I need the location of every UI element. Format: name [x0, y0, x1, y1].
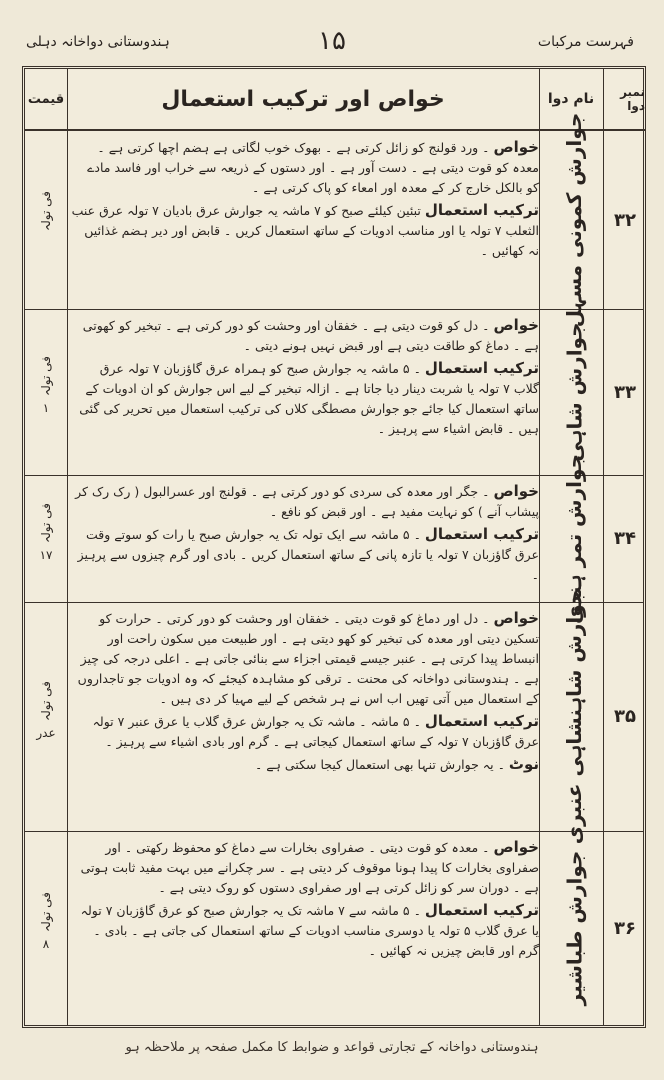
medicine-number: ۳۴: [614, 528, 636, 549]
tarkeeb-text: تبئین کیلئے صبح کو ۷ ماشہ یہ جوارش عرق بادیان ۷ تولہ عرق عنب الثعلب ۷ تولہ یا اور مناسب ادویات کے ساتھ استعمال کریں ۔ قابض اور دیر ہضم غذائیں نہ کھائیں ۔: [71, 203, 539, 258]
medicine-description: [71, 137, 539, 305]
price-value: عدر: [36, 725, 56, 740]
tarkeeb-label: ترکیب استعمال: [424, 359, 539, 377]
tarkeeb-label: ترکیب استعمال: [424, 712, 539, 730]
medicine-name: جوارش طباشیر: [562, 850, 587, 1006]
medicine-description: [71, 481, 539, 598]
price-cell: [25, 831, 67, 1025]
medicine-number: ۳۶: [614, 917, 636, 939]
medicine-number: ۳۵: [614, 706, 636, 727]
medicine-number: ۳۲: [614, 209, 636, 231]
khawas-label: خواص: [493, 316, 539, 334]
tarkeeb-label: ترکیب استعمال: [424, 525, 539, 543]
medicine-name-cell: [543, 831, 605, 1025]
header-publisher: ہندوستانی دواخانہ دہلی: [26, 34, 170, 50]
page-number: ۱۵: [318, 26, 346, 56]
column-header-properties: خواص اور ترکیب استعمال: [67, 69, 539, 131]
khawas-text: ۔ ورد قولنج کو زائل کرتی ہے ۔ بھوک خوب لگاتی ہے ہضم اچھا کرتی ہے ۔ معدہ کو قوت دیتی ہے ۔ دست آور ہے ۔ اور دستوں کے ذریعہ سے خراب اور فاسد مادے کو بالکل خارج کر کے معدہ اور امعاء کو پاک کرتی ہے ۔: [87, 140, 539, 195]
khawas-label: خواص: [493, 609, 539, 627]
tarkeeb-text: ۔ ۵ ماشہ سے ۷ ماشہ تک یہ جوارش صبح کو عرق گاؤزبان ۷ تولہ یا عرق گلاب ۵ تولہ یا دوسری مناسب ادویات کے ساتھ استعمال کی جاتی ہے ۔ بادی ۔ گرم اور قابض چیزیں نہ کھائیں ۔: [80, 903, 539, 958]
medicine-name-cell: [543, 589, 605, 844]
medicine-description: [71, 608, 539, 827]
price-value: ۱: [42, 401, 50, 415]
medicine-name-cell: [543, 453, 605, 624]
header-section-title: فہرست مرکبات: [537, 34, 634, 50]
medicine-description: [71, 315, 539, 471]
price-value: ۱۷: [39, 547, 53, 562]
khawas-text: ۔ دل اور دماغ کو قوت دیتی ۔ خفقان اور وحشت کو دور کرتی ۔ حرارت کو تسکین دیتی اور معدہ کی تبخیر کو کھو دیتی ہے ۔ اور طبیعت میں سکون راحت اور انبساط پیدا کرتی ہے ۔ عنبر جیسے قیمتی اجزاء سے بنائی جاتی ہے ۔ اعلی درجہ کی چیز ہے ۔ ہندوستانی دواخانہ کی محنت ۔ ترقی کو مشاہدہ کیجئے کہ وہ ادویات جو تاجداروں کے استعمال میں آتی تھیں اب اس نے ہر شخص کے لیے مہیا کر دی ہیں ۔: [77, 611, 539, 706]
tarkeeb-label: ترکیب استعمال: [424, 901, 539, 919]
medicine-name: جوارش شاہی: [562, 322, 587, 462]
medicine-name: جوارش تمر ہندی: [562, 453, 587, 624]
table-row: [25, 309, 643, 475]
tarkeeb-text: ۔ ۵ ماشہ ۔ ماشہ تک یہ جوارش عرق گلاب یا عرق عنبر ۷ تولہ عرق گاؤزبان ۷ تولہ کے ساتھ استعمال کیجاتی ہے ۔ گرم اور بادی اشیاء سے پرہیز ۔: [92, 714, 539, 749]
column-header-name: نام دوا: [539, 69, 603, 131]
page-footer: ہندوستانی دواخانہ کے تجارتی قواعد و ضوابط کا مکمل صفحہ پر ملاحظہ ہو: [125, 1040, 539, 1055]
price-cell: [25, 475, 67, 602]
column-header-price: قیمت: [25, 69, 67, 131]
price-label: فی تولہ: [39, 502, 53, 543]
khawas-text: ۔ جگر اور معدہ کی سردی کو دور کرتی ہے ۔ قولنج اور عسرالبول ( رک رک کر پیشاب آنے ) کو نہایت مفید ہے ۔ اور قبض کو نافع ۔: [75, 484, 539, 519]
price-label: فی تولہ: [39, 191, 53, 231]
price-label: فی تولہ: [39, 680, 53, 721]
khawas-label: خواص: [493, 482, 539, 500]
table-row: [25, 112, 643, 328]
table-row: [25, 453, 643, 624]
table-row: [25, 831, 643, 1025]
medicine-number: ۳۳: [614, 381, 636, 403]
medicine-description: [71, 837, 539, 1021]
column-header-number: نمبر دوا: [603, 69, 645, 131]
note-label: نوٹ: [508, 755, 539, 773]
price-cell: [25, 309, 67, 475]
price-label: فی تولہ: [39, 892, 53, 932]
medicine-name: جوارش کمونی مسہل: [562, 112, 587, 328]
khawas-label: خواص: [493, 838, 539, 856]
price-cell: [25, 602, 67, 831]
khawas-text: ۔ دل کو قوت دیتی ہے ۔ خفقان اور وحشت کو دور کرتی ہے ۔ تبخیر کو کھوتی ہے ۔ دماغ کو طاقت دیتی ہے اور قبض نہیں ہونے دیتی ۔: [82, 318, 539, 353]
price-value: ۸: [42, 937, 50, 951]
tarkeeb-text: ۔ ۵ ماشہ یہ جوارش صبح کو ہمراہ عرق گاؤزبان ۷ تولہ عرق گلاب ۷ تولہ یا شربت دینار دیا جاتا ہے ۔ ازالہ تبخیر کے لیے اس جوارش کو ان ادویات کے ساتھ استعمال کیا جائے جو جوارش مصطگی کلاں کی ترکیب استعمال میں تحریر کی گئی ہیں ۔ قابض اشیاء سے پرہیز ۔: [79, 361, 539, 436]
table-row: [25, 589, 643, 844]
price-cell: [25, 131, 67, 309]
tarkeeb-text: ۔ ۵ ماشہ سے ایک تولہ تک یہ جوارش صبح یا رات کو سوتے وقت عرق گاؤزبان ۷ تولہ یا تازہ پانی کے ساتھ استعمال کریں ۔ بادی اور گرم چیزوں سے پرہیز ۔: [77, 527, 539, 582]
tarkeeb-label: ترکیب استعمال: [424, 201, 539, 219]
khawas-label: خواص: [493, 138, 539, 156]
medicine-name-cell: [543, 309, 605, 475]
price-label: فی تولہ: [39, 356, 53, 396]
medicine-name-cell: [543, 112, 605, 328]
medicine-table: [22, 66, 646, 1028]
khawas-text: ۔ معدہ کو قوت دیتی ۔ صفراوی بخارات سے دماغ کو محفوظ رکھتی ۔ اور صفراوی بخارات کا پیدا ہونا موقوف کر دیتی ہے ۔ سر چکرانے میں بہت مفید ثابت ہوتی ہے ۔ دوران سر کو زائل کرتی ہے اور صفراوی دستوں کو روک دیتی ہے ۔: [80, 840, 539, 895]
medicine-name: جوارش شاہنشاہی عنبری: [562, 589, 587, 844]
note-text: ۔ یہ جوارش تنہا بھی استعمال کیجا سکتی ہے ۔: [255, 757, 505, 772]
page-header: [0, 0, 664, 62]
